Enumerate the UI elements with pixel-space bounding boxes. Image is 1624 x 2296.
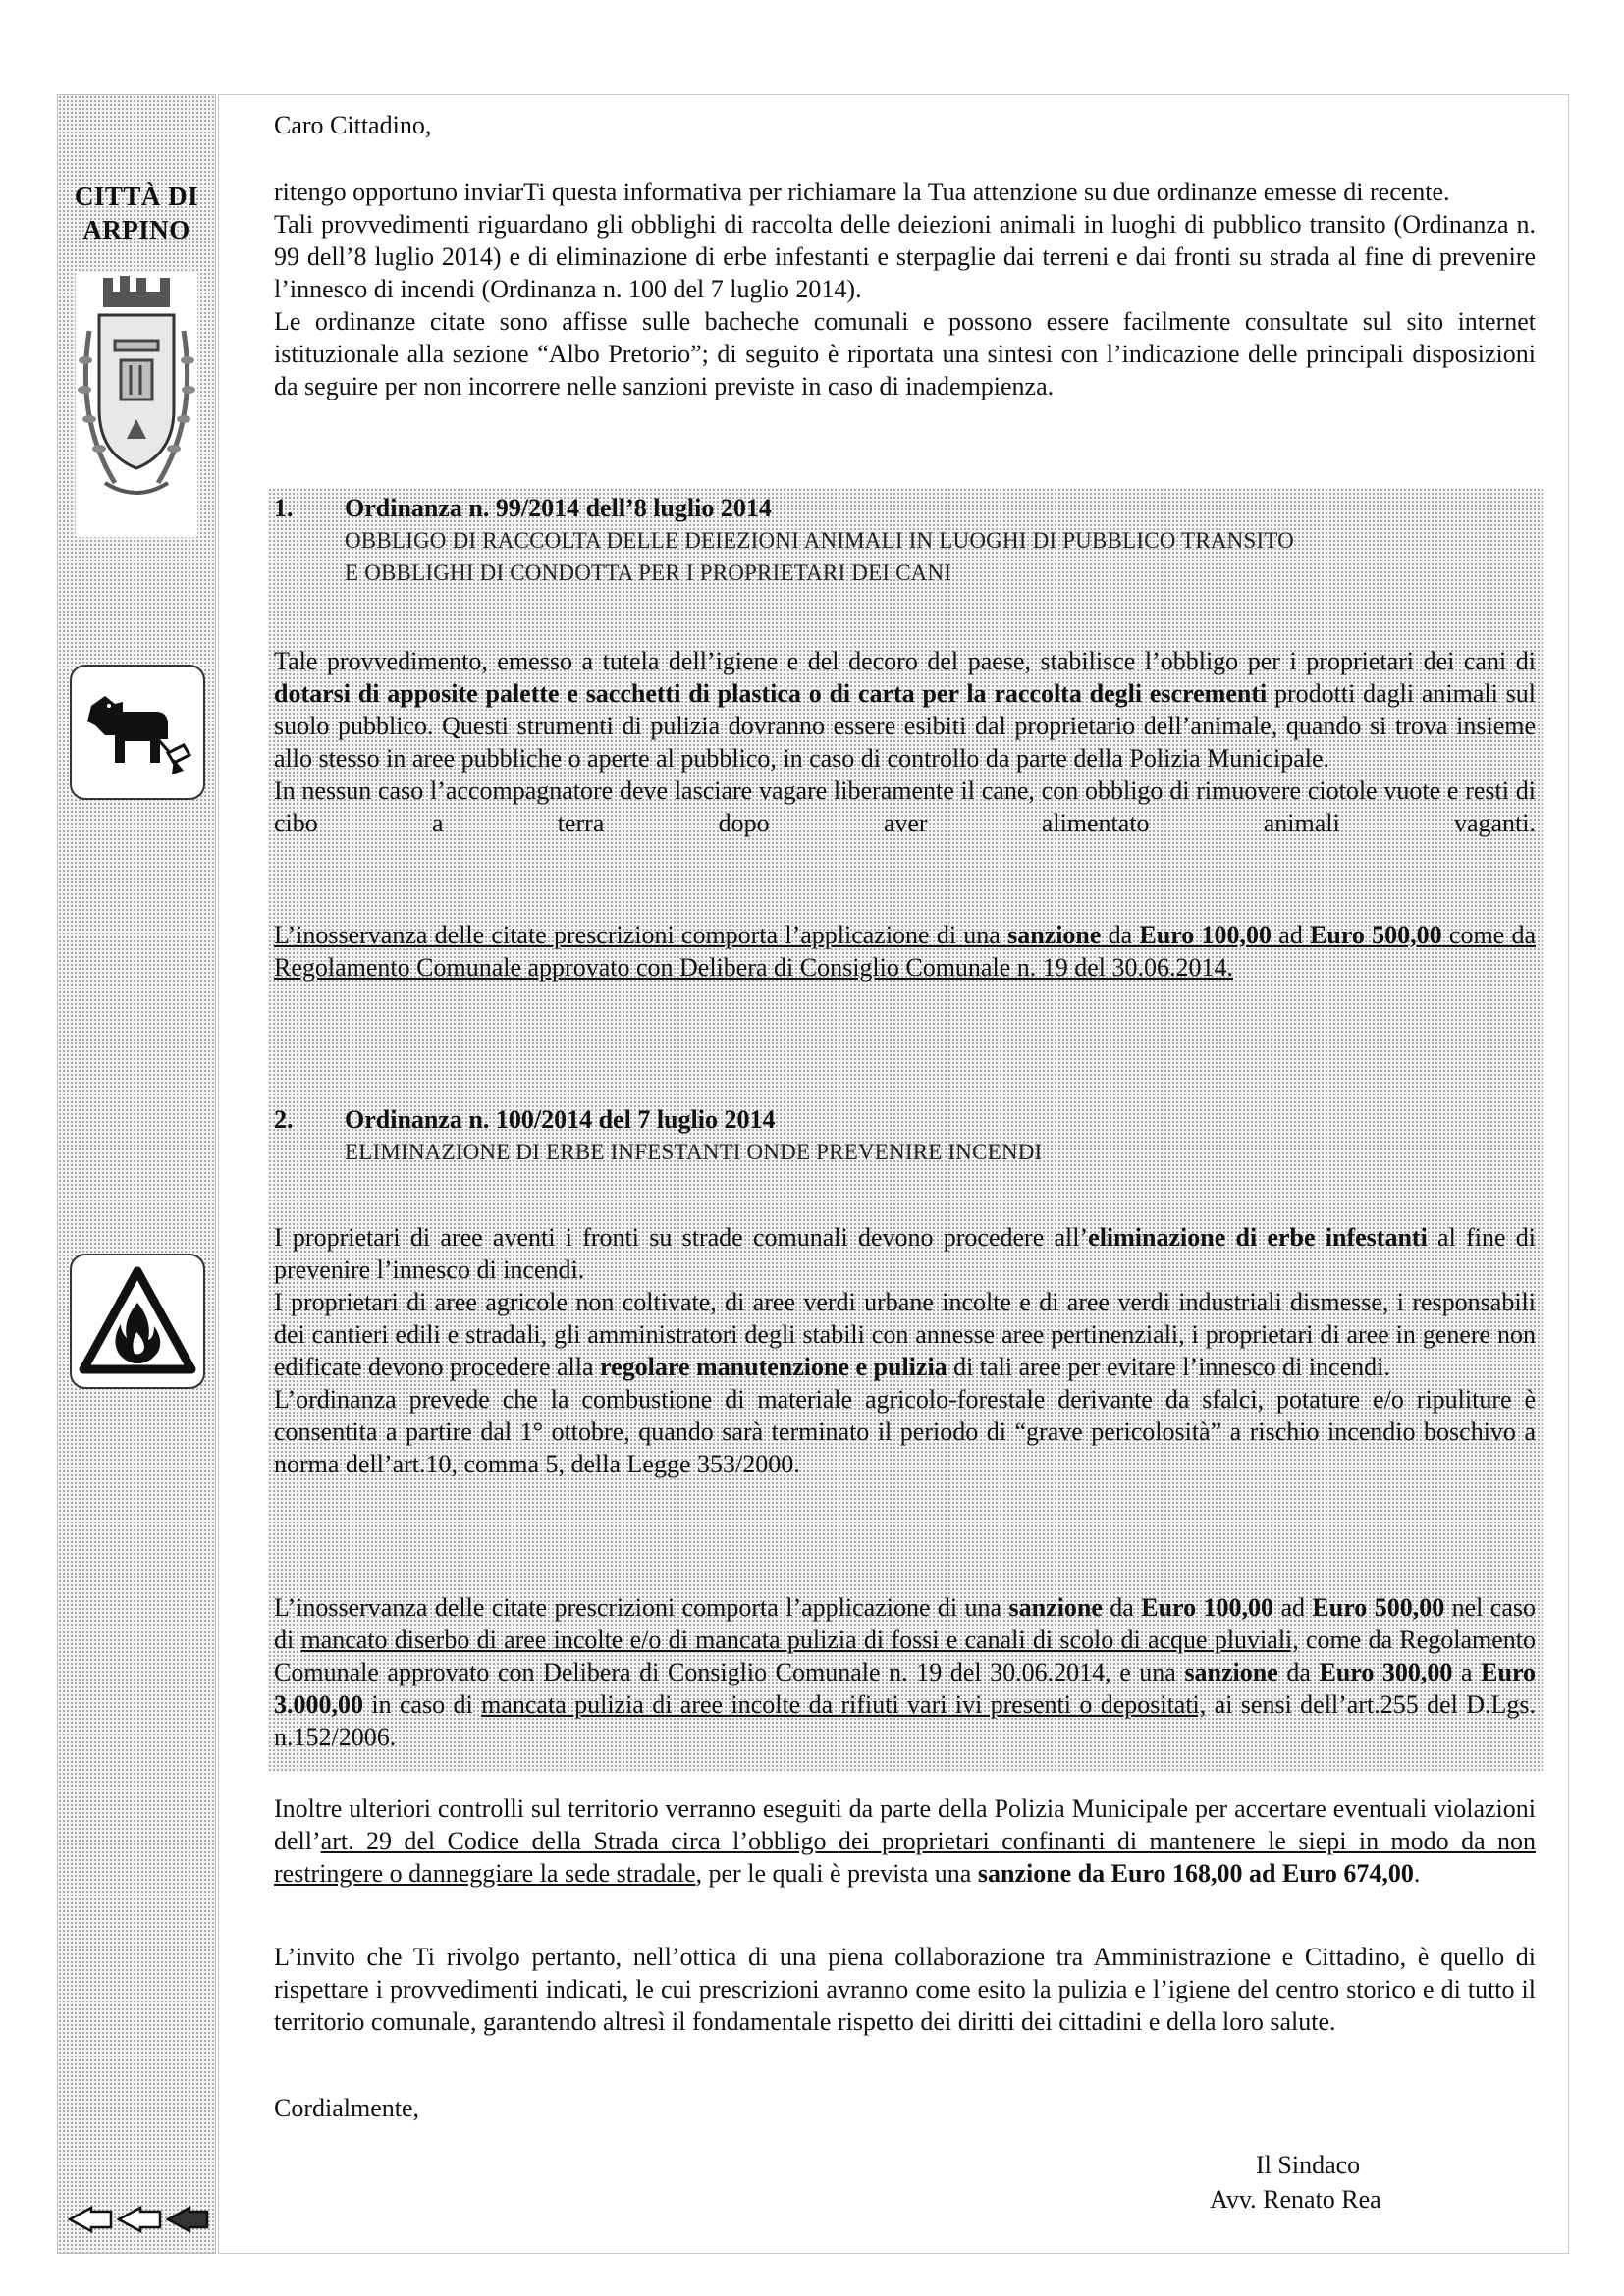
text-run: L’inosservanza delle citate prescrizioni comporta l’applicazione di una [274,1593,1009,1622]
intro-paragraph: Tali provvedimenti riguardano gli obblighi di raccolta delle deiezioni animali in luoghi di pubblico transito (Ordinanza n. 99 dell’8 luglio 2014) e di eliminazione di erbe infestanti e sterpaglie dai terreni e dai fronti su strada al fine di prevenire l’innesco di incendi (Ordinanza n. 100 del 7 luglio 2014). [274,210,1536,303]
text-run-bold: regolare manutenzione e pulizia [600,1353,947,1381]
text-run: I proprietari di aree aventi i fronti su strade comunali devono procedere all’ [274,1223,1089,1252]
text-run: in caso di [363,1690,482,1719]
text-run: da [1102,1593,1142,1622]
intro-paragraph: Le ordinanze citate sono affisse sulle bacheche comunali e possono essere facilmente consultate sul sito internet istituzionale alla sezione “Albo Pretorio”; di seguito è riportata una sintesi con l’indicazione delle principali disposizioni da seguire per non incorrere nelle sanzioni previste in caso di inadempienza. [274,307,1536,400]
text-run-bold: Euro 100,00 [1141,1593,1274,1622]
signature-name: Avv. Renato Rea [1210,2185,1381,2214]
text-run: , per le quali è prevista una [695,1859,978,1888]
city-name-line2: ARPINO [82,215,190,244]
text-run-bold: Euro 500,00 [1310,921,1442,949]
text-run: L’inosservanza delle citate prescrizioni comporta l’applicazione di una [274,921,1008,949]
ordinance-1-title-text: Ordinanza n. 99/2014 dell’8 luglio 2014 [345,494,772,522]
salutation: Cordialmente, [274,2094,420,2122]
ordinance-1-paragraph [274,645,1536,774]
text-run-bold: Euro 100,00 [1139,921,1272,949]
text-run-underlined: mancato diserbo di aree incolte e/o di mancata pulizia di fossi e canali di scolo di acque pluviali, [300,1626,1299,1654]
ordinance-1-paragraph: In nessun caso l’accompagnatore deve lasciare vagare liberamente il cane, con obbligo di rimuovere ciotole vuote e resti di cibo a terra dopo aver alimentato animali vaganti. [274,776,1536,837]
text-run-bold: eliminazione di erbe infestanti [1088,1223,1428,1252]
text-run-bold: dotarsi di apposite palette e sacchetti di plastica o di carta per la raccolta degli escrementi [274,679,1268,708]
text-run: ad [1272,921,1311,949]
back-arrows-icon[interactable] [64,2202,211,2237]
text-run: ai sensi dell’art.255 del D.Lgs. n.152/2006. [274,1690,1537,1751]
text-run-bold: Euro 500,00 [1312,1593,1445,1622]
intro [274,176,1536,402]
ordinance-2-paragraph [274,1286,1536,1383]
sidebar [57,94,216,2254]
city-name-line1: CITTÀ DI [74,182,199,211]
ordinance-2-title [274,1103,1536,1136]
text-run-bold: Euro 3.000,00 [274,1658,1537,1719]
text-run: come da Regolamento Comunale approvato con Delibera di Consiglio Comunale n. 19 del 30.06.2014. [274,921,1536,982]
signature-role: Il Sindaco [1256,2151,1361,2179]
text-run: da [1277,1658,1320,1686]
text-run: Tale provvedimento, emesso a tutela dell’igiene e del decoro del paese, stabilisce l’obbligo per i proprietari dei cani di [274,647,1536,675]
ordinance-1-subtitle: E OBBLIGHI DI CONDOTTA PER I PROPRIETARI DEI CANI [345,561,952,585]
text-run: I proprietari di aree agricole non coltivate, di aree verdi urbane incolte e di aree verdi industriali dismesse, i responsabili dei cantieri edili e stradali, gli amministratori degli stabili con annesse aree pertinenziali, i proprietari di aree in genere non edificate devono procedere alla [274,1288,1536,1381]
ordinance-2-paragraph [274,1221,1536,1286]
sanction-paragraph [274,919,1536,984]
ordinance-1-subtitle: OBBLIGO DI RACCOLTA DELLE DEIEZIONI ANIMALI IN LUOGHI DI PUBBLICO TRANSITO [345,528,1294,553]
ordinance-1-title [274,492,1536,524]
text-run: a [1452,1658,1482,1686]
sanction-paragraph [274,1591,1536,1753]
text-run-bold: sanzione da Euro 168,00 ad Euro 674,00 [977,1859,1414,1888]
city-name [58,180,215,246]
text-run: al fine di prevenire l’innesco di incendi. [274,1223,1536,1284]
ordinance-1 [274,492,1536,589]
ordinance-1-number: 1. [274,494,294,522]
ordinance-2 [274,1103,1536,1168]
text-run-underlined: mancata pulizia di aree incolte da rifiuti vari ivi presenti o depositati, [481,1690,1207,1719]
ordinance-2-title-text: Ordinanza n. 100/2014 del 7 luglio 2014 [345,1105,776,1134]
greeting: Caro Cittadino, [274,111,432,139]
fire-warning-icon [70,1254,205,1389]
extra-controls-paragraph [274,1792,1536,1890]
text-run: . [1413,1859,1421,1888]
dog-waste-icon [70,665,205,800]
text-run-bold: Euro 300,00 [1319,1658,1453,1686]
text-run-bold: sanzione [1008,1593,1103,1622]
city-crest-icon [76,272,197,537]
ordinance-2-sanction [274,1591,1536,1753]
intro-paragraph: ritengo opportuno inviarTi questa informativa per richiamare la Tua attenzione su due ordinanze emesse di recente. [274,178,1450,206]
text-run: come da Regolamento Comunale approvato con Delibera di Consiglio Comunale n. 19 del 30.06.2014, e una [274,1626,1536,1686]
letter-body [218,94,1569,2254]
text-run: ad [1273,1593,1313,1622]
ordinance-1-sanction [274,919,1536,984]
closing-paragraph: L’invito che Ti rivolgo pertanto, nell’ottica di una piena collaborazione tra Amministrazione e Cittadino, è quello di rispettare i provvedimenti indicati, le cui prescrizioni avranno come esito la pulizia e l’igiene del centro storico e di tutto il territorio comunale, garantendo altresì il fondamentale rispetto dei diritti dei cittadini e della loro salute. [274,1943,1536,2036]
ordinance-2-paragraph: L’ordinanza prevede che la combustione di materiale agricolo-forestale derivante da sfalci, potature e/o ripuliture è consentita a partire dal 1° ottobre, quando sarà terminato il periodo di “grave pericolosità” a rischio incendio boschivo a norma dell’art.10, comma 5, della Legge 353/2000. [274,1385,1536,1478]
text-run-bold: sanzione [1007,921,1102,949]
text-run: di tali aree per evitare l’innesco di incendi. [947,1353,1390,1381]
ordinance-2-body [274,1221,1536,1480]
text-run: da [1101,921,1140,949]
text-run-underlined: art. 29 del Codice della Strada circa l’obbligo dei proprietari confinanti di mantenere le siepi in modo da non restringere o danneggiare la sede stradale [274,1827,1536,1888]
text-run-bold: sanzione [1184,1658,1278,1686]
ordinance-1-body [274,645,1536,839]
text-run: Inoltre ulteriori controlli sul territorio verranno eseguiti da parte della Polizia Municipale per accertare eventuali violazioni dell’ [274,1794,1536,1855]
extra-controls [274,1792,1536,1890]
ordinance-2-number: 2. [274,1105,294,1134]
text-run: prodotti dagli animali sul suolo pubblico. Questi strumenti di pulizia dovranno essere esibiti dal proprietario dell’animale, quando si trova insieme allo stesso in aree pubbliche o aperte al pubblico, in caso di controllo da parte della Polizia Municipale. [274,679,1536,773]
ordinance-2-subtitle: ELIMINAZIONE DI ERBE INFESTANTI ONDE PREVENIRE INCENDI [345,1140,1043,1164]
text-run: nel caso di [274,1593,1536,1654]
